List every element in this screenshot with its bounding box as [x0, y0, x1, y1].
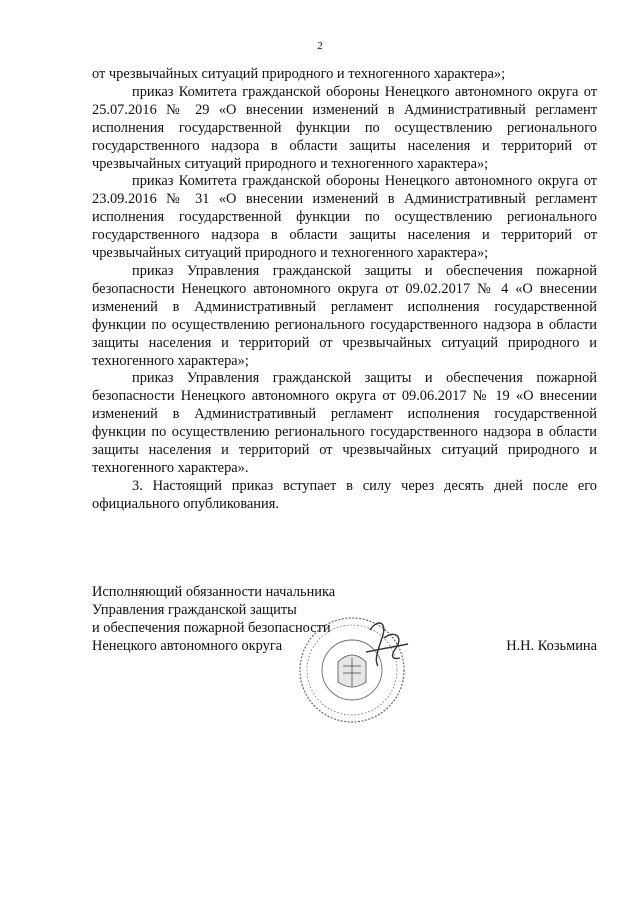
paragraph: приказ Управления гражданской защиты и обеспечения пожарной безопасности Ненецкого автономного округа от 09.06.2017 № 19 «О внесении изменений в Административный регламент исполнения государственной функции по осуществлению регионального государственного надзора в области защиты населения и территорий от чрезвычайных ситуаций природного и техногенного характера».: [92, 370, 597, 476]
signer-name: Н.Н. Козьмина: [506, 637, 597, 654]
signer-position-line: Ненецкого автономного округа: [92, 637, 283, 654]
page-number: 2: [317, 40, 323, 52]
paragraph: приказ Управления гражданской защиты и обеспечения пожарной безопасности Ненецкого автономного округа от 09.02.2017 № 4 «О внесении изменений в Административный регламент исполнения государственной функции по осуществлению регионального государственного надзора в области защиты населения и территорий от чрезвычайных ситуаций природного и техногенного характера»;: [92, 262, 597, 369]
body-text: [92, 66, 597, 514]
paragraph: приказ Комитета гражданской обороны Ненецкого автономного округа от 25.07.2016 № 29 «О внесении изменений в Административный регламент исполнения государственной функции по осуществлению регионального государственного надзора в области защиты населения и территорий от чрезвычайных ситуаций природного и техногенного характера»;: [92, 83, 597, 172]
signer-position-line: Управления гражданской защиты: [92, 601, 297, 618]
signer-position-line: Исполняющий обязанности начальника: [92, 584, 336, 600]
signer-position-line: и обеспечения пожарной безопасности: [92, 619, 331, 636]
paragraph: 3. Настоящий приказ вступает в силу через десять дней после его официального опубликования.: [92, 477, 597, 512]
handwritten-signature: [366, 623, 408, 666]
paragraph: приказ Комитета гражданской обороны Ненецкого автономного округа от 23.09.2016 № 31 «О внесении изменений в Административный регламент исполнения государственной функции по осуществлению регионального государственного надзора в области защиты населения и территорий от чрезвычайных ситуаций природного и техногенного характера»;: [92, 173, 597, 262]
paragraph: от чрезвычайных ситуаций природного и техногенного характера»;: [92, 66, 506, 82]
official-seal: [282, 600, 432, 750]
